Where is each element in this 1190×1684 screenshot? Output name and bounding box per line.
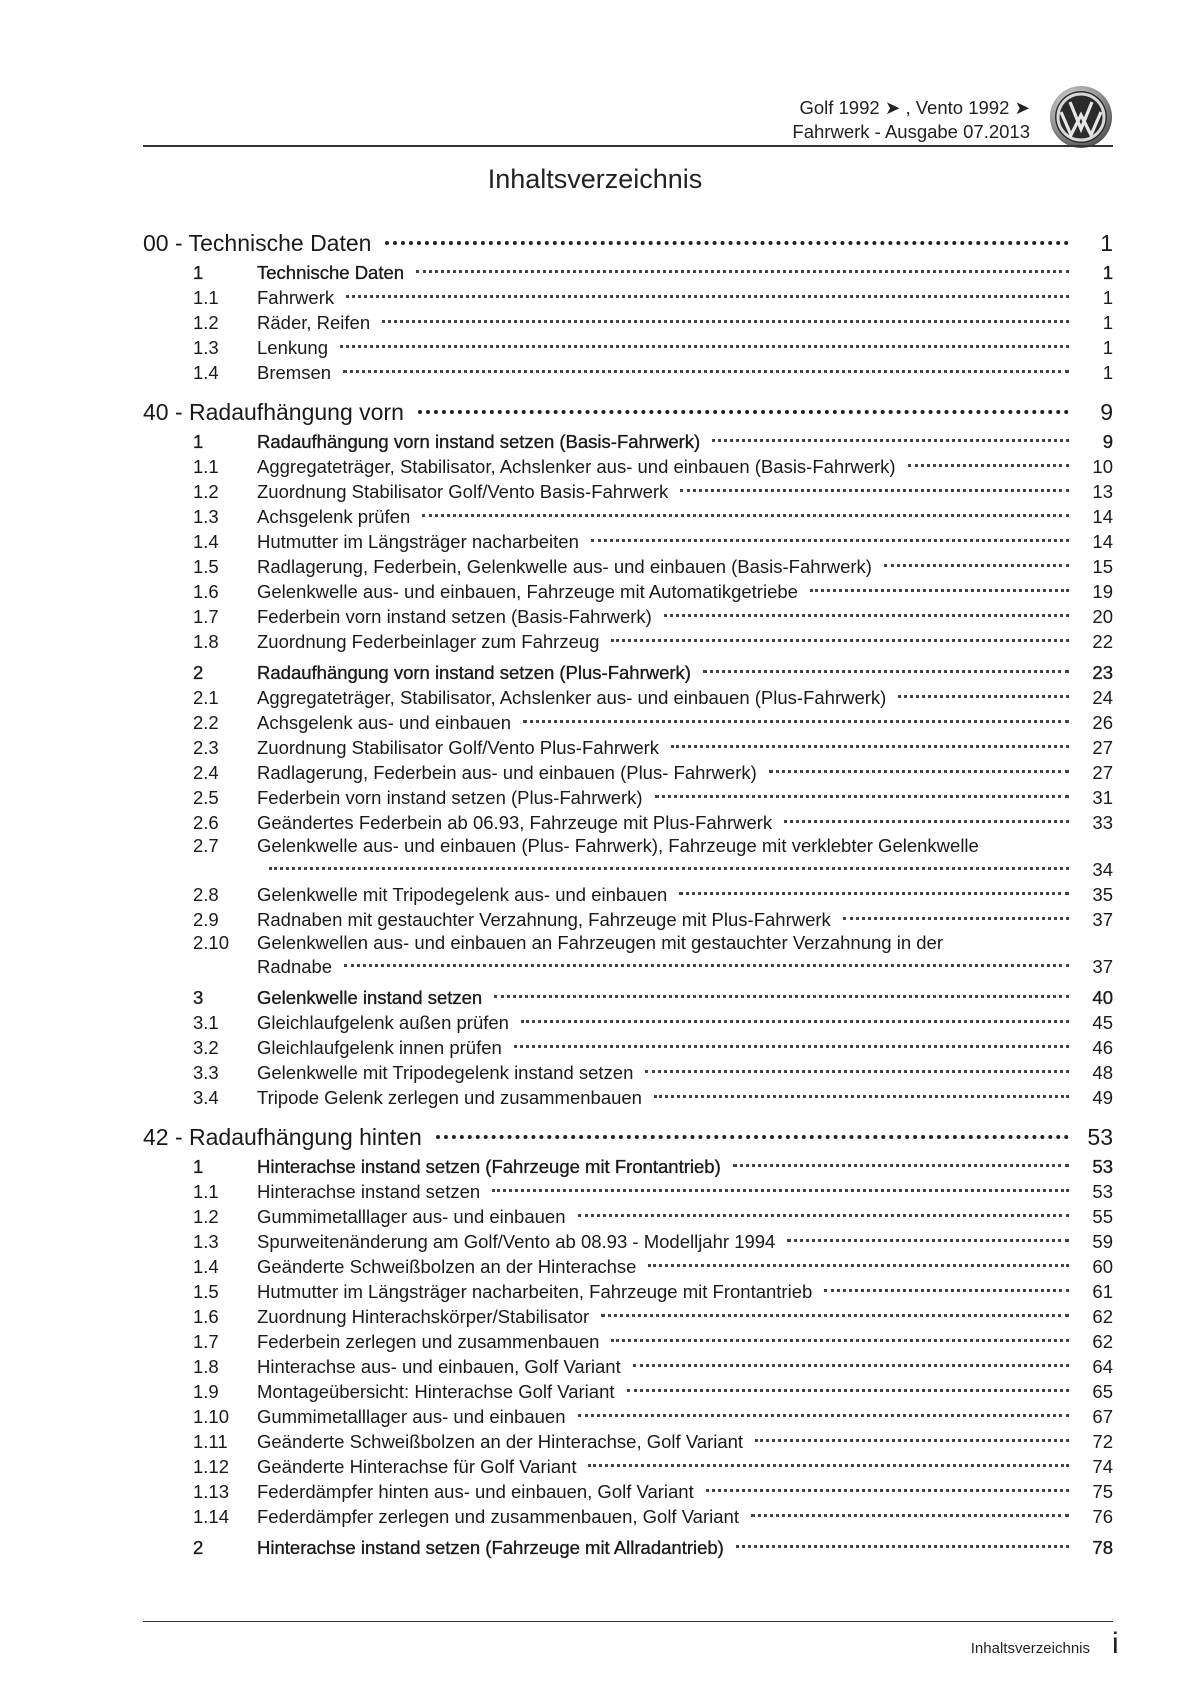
leader-dots bbox=[523, 720, 1069, 723]
entry-title: Gelenkwelle mit Tripodegelenk aus- und einbauen bbox=[257, 884, 668, 905]
leader-dots bbox=[611, 1339, 1069, 1342]
footer-label: Inhaltsverzeichnis bbox=[970, 1640, 1090, 1657]
leader-dots bbox=[588, 1464, 1069, 1467]
toc-entry[interactable] bbox=[143, 1504, 1113, 1529]
leader-dots bbox=[494, 995, 1069, 998]
entry-title: Zuordnung Stabilisator Golf/Vento Plus-Fahrwerk bbox=[257, 737, 660, 758]
leader-dots bbox=[843, 917, 1069, 920]
entry-page: 15 bbox=[1092, 556, 1113, 577]
leader-dots bbox=[611, 639, 1069, 642]
entry-title: Achsgelenk aus- und einbauen bbox=[257, 712, 512, 733]
toc-entry[interactable] bbox=[143, 335, 1113, 360]
leader-dots bbox=[418, 410, 1069, 414]
entry-page: 27 bbox=[1092, 737, 1113, 758]
leader-dots bbox=[492, 1189, 1069, 1192]
entry-page: 55 bbox=[1092, 1206, 1113, 1227]
entry-number: 2.9 bbox=[193, 909, 219, 930]
leader-dots bbox=[671, 745, 1069, 748]
entry-page: 78 bbox=[1092, 1537, 1113, 1558]
leader-dots bbox=[703, 670, 1069, 673]
toc-entry[interactable] bbox=[143, 1329, 1113, 1354]
entry-title: Hutmutter im Längsträger nacharbeiten bbox=[257, 531, 579, 552]
toc-entry[interactable] bbox=[143, 1179, 1113, 1204]
entry-number: 1.14 bbox=[193, 1506, 230, 1527]
toc-entry[interactable] bbox=[143, 1229, 1113, 1254]
entry-title-continued: Radnabe bbox=[257, 956, 333, 977]
entry-page: 1 bbox=[1102, 312, 1113, 333]
entry-number: 2.8 bbox=[193, 884, 219, 905]
toc-entry[interactable] bbox=[143, 932, 1113, 979]
header-text bbox=[792, 96, 1030, 144]
entry-number: 1.6 bbox=[193, 581, 219, 602]
entry-title: Federdämpfer hinten aus- und einbauen, Golf Variant bbox=[257, 1481, 694, 1502]
chapter-title: 42 - Radaufhängung hinten bbox=[143, 1124, 422, 1150]
entry-page: 40 bbox=[1092, 987, 1113, 1008]
entry-number: 3.2 bbox=[193, 1037, 219, 1058]
leader-dots bbox=[824, 1289, 1069, 1292]
entry-title: Gelenkwelle aus- und einbauen (Plus- Fahrwerk), Fahrzeuge mit verklebter Gelenkwelle bbox=[257, 835, 979, 856]
entry-number: 2.10 bbox=[193, 932, 230, 953]
toc-entry[interactable] bbox=[143, 907, 1113, 932]
chapter-title: 00 - Technische Daten bbox=[143, 230, 372, 256]
entry-number: 1.1 bbox=[193, 456, 219, 477]
toc-chapter[interactable] bbox=[143, 1124, 1113, 1154]
entry-page: 61 bbox=[1092, 1281, 1113, 1302]
entry-number: 1.3 bbox=[193, 506, 219, 527]
entry-page: 14 bbox=[1092, 531, 1113, 552]
entry-page: 76 bbox=[1092, 1506, 1113, 1527]
toc-entry[interactable] bbox=[143, 1379, 1113, 1404]
toc-entry[interactable] bbox=[143, 360, 1113, 385]
entry-page: 26 bbox=[1092, 712, 1113, 733]
toc-entry[interactable] bbox=[143, 882, 1113, 907]
entry-title: Gummimetalllager aus- und einbauen bbox=[257, 1206, 566, 1227]
entry-number: 1.3 bbox=[193, 337, 219, 358]
entry-number: 1.12 bbox=[193, 1456, 230, 1477]
entry-number: 1.2 bbox=[193, 481, 219, 502]
toc-entry[interactable] bbox=[143, 1304, 1113, 1329]
toc-entry[interactable] bbox=[143, 554, 1113, 579]
entry-page: 62 bbox=[1092, 1331, 1113, 1352]
toc-section[interactable] bbox=[143, 1535, 1113, 1560]
entry-title: Gelenkwellen aus- und einbauen an Fahrzeugen mit gestauchter Verzahnung in der bbox=[257, 932, 943, 953]
leader-dots bbox=[787, 1239, 1069, 1242]
table-of-contents bbox=[143, 230, 1113, 1560]
entry-page: 9 bbox=[1102, 431, 1113, 452]
toc-entry[interactable] bbox=[143, 1010, 1113, 1035]
entry-title: Hinterachse instand setzen (Fahrzeuge mit Frontantrieb) bbox=[257, 1156, 721, 1177]
entry-number: 2.4 bbox=[193, 762, 219, 783]
leader-dots bbox=[343, 370, 1069, 373]
entry-title: Hinterachse instand setzen (Fahrzeuge mit Allradantrieb) bbox=[257, 1537, 724, 1558]
toc-chapter[interactable] bbox=[143, 399, 1113, 429]
entry-page: 48 bbox=[1092, 1062, 1113, 1083]
entry-page: 59 bbox=[1092, 1231, 1113, 1252]
toc-entry[interactable] bbox=[143, 604, 1113, 629]
entry-title: Zuordnung Stabilisator Golf/Vento Basis-Fahrwerk bbox=[257, 481, 669, 502]
entry-number: 1.2 bbox=[193, 1206, 219, 1227]
entry-number: 1.4 bbox=[193, 1256, 219, 1277]
chapter-title: 40 - Radaufhängung vorn bbox=[143, 399, 404, 425]
entry-page: 46 bbox=[1092, 1037, 1113, 1058]
toc-section[interactable] bbox=[143, 260, 1113, 285]
toc-entry[interactable] bbox=[143, 760, 1113, 785]
toc-entry[interactable] bbox=[143, 1204, 1113, 1229]
entry-page: 49 bbox=[1092, 1087, 1113, 1108]
footer-page-number: i bbox=[1112, 1627, 1119, 1660]
toc-entry[interactable] bbox=[143, 504, 1113, 529]
entry-number: 1.3 bbox=[193, 1231, 219, 1252]
entry-page: 72 bbox=[1092, 1431, 1113, 1452]
toc-entry[interactable] bbox=[143, 1429, 1113, 1454]
entry-number: 1.13 bbox=[193, 1481, 230, 1502]
entry-title: Geändertes Federbein ab 06.93, Fahrzeuge mit Plus-Fahrwerk bbox=[257, 812, 773, 833]
entry-page: 53 bbox=[1092, 1181, 1113, 1202]
toc-entry[interactable] bbox=[143, 710, 1113, 735]
toc-entry[interactable] bbox=[143, 1404, 1113, 1429]
toc-entry[interactable] bbox=[143, 454, 1113, 479]
leader-dots bbox=[385, 241, 1069, 245]
entry-page: 10 bbox=[1092, 456, 1113, 477]
entry-title: Montageübersicht: Hinterachse Golf Variant bbox=[257, 1381, 615, 1402]
header-model-line: Golf 1992 ➤ , Vento 1992 ➤ bbox=[799, 97, 1030, 118]
entry-number: 2.3 bbox=[193, 737, 219, 758]
entry-page: 62 bbox=[1092, 1306, 1113, 1327]
leader-dots bbox=[664, 614, 1069, 617]
entry-title: Hinterachse instand setzen bbox=[257, 1181, 481, 1202]
toc-entry[interactable] bbox=[143, 1279, 1113, 1304]
chapter-page: 9 bbox=[1100, 399, 1113, 425]
entry-number: 3.3 bbox=[193, 1062, 219, 1083]
leader-dots bbox=[346, 295, 1069, 298]
leader-dots bbox=[884, 564, 1069, 567]
toc-entry[interactable] bbox=[143, 1254, 1113, 1279]
entry-number: 3.1 bbox=[193, 1012, 219, 1033]
leader-dots bbox=[269, 867, 1069, 870]
entry-page: 64 bbox=[1092, 1356, 1113, 1377]
entry-number: 1.6 bbox=[193, 1306, 219, 1327]
toc-entry[interactable] bbox=[143, 479, 1113, 504]
entry-title: Gleichlaufgelenk innen prüfen bbox=[257, 1037, 502, 1058]
entry-number: 1.5 bbox=[193, 556, 219, 577]
entry-page: 37 bbox=[1092, 909, 1113, 930]
entry-number: 2.2 bbox=[193, 712, 219, 733]
leader-dots bbox=[601, 1314, 1069, 1317]
leader-dots bbox=[654, 1095, 1069, 1098]
toc-section[interactable] bbox=[143, 1154, 1113, 1179]
entry-number: 1 bbox=[193, 431, 204, 452]
entry-page: 1 bbox=[1102, 287, 1113, 308]
entry-number: 2 bbox=[193, 662, 204, 683]
entry-title: Bremsen bbox=[257, 362, 332, 383]
entry-title: Gelenkwelle mit Tripodegelenk instand setzen bbox=[257, 1062, 634, 1083]
chapter-page: 53 bbox=[1087, 1124, 1113, 1150]
leader-dots bbox=[578, 1414, 1069, 1417]
entry-page: 67 bbox=[1092, 1406, 1113, 1427]
leader-dots bbox=[755, 1439, 1069, 1442]
leader-dots bbox=[645, 1070, 1069, 1073]
entry-page: 13 bbox=[1092, 481, 1113, 502]
entry-title: Spurweitenänderung am Golf/Vento ab 08.93 - Modelljahr 1994 bbox=[257, 1231, 776, 1252]
leader-dots bbox=[898, 695, 1069, 698]
toc-entry[interactable] bbox=[143, 629, 1113, 654]
page-header bbox=[0, 0, 1190, 150]
toc-section[interactable] bbox=[143, 660, 1113, 685]
leader-dots bbox=[382, 320, 1069, 323]
entry-page: 19 bbox=[1092, 581, 1113, 602]
entry-title: Achsgelenk prüfen bbox=[257, 506, 411, 527]
entry-page: 22 bbox=[1092, 631, 1113, 652]
leader-dots bbox=[733, 1164, 1069, 1167]
leader-dots bbox=[422, 514, 1069, 517]
entry-page: 60 bbox=[1092, 1256, 1113, 1277]
leader-dots bbox=[436, 1135, 1069, 1139]
entry-page: 23 bbox=[1092, 662, 1113, 683]
toc-section[interactable] bbox=[143, 985, 1113, 1010]
entry-title: Geänderte Schweißbolzen an der Hinterachse bbox=[257, 1256, 637, 1277]
entry-number: 3 bbox=[193, 987, 204, 1008]
vw-logo-icon bbox=[1049, 85, 1113, 149]
entry-page: 74 bbox=[1092, 1456, 1113, 1477]
entry-page: 35 bbox=[1092, 884, 1113, 905]
toc-entry[interactable] bbox=[143, 685, 1113, 710]
toc-entry[interactable] bbox=[143, 1454, 1113, 1479]
entry-page: 20 bbox=[1092, 606, 1113, 627]
leader-dots bbox=[736, 1545, 1069, 1548]
entry-number: 1.4 bbox=[193, 362, 219, 383]
chapter-page: 1 bbox=[1100, 230, 1113, 256]
page-title: Inhaltsverzeichnis bbox=[487, 164, 703, 194]
entry-number: 1.2 bbox=[193, 312, 219, 333]
entry-title: Technische Daten bbox=[257, 262, 405, 283]
entry-title: Tripode Gelenk zerlegen und zusammenbauen bbox=[257, 1087, 642, 1108]
entry-page: 24 bbox=[1092, 687, 1113, 708]
leader-dots bbox=[784, 820, 1069, 823]
entry-page: 14 bbox=[1092, 506, 1113, 527]
entry-number: 1.8 bbox=[193, 1356, 219, 1377]
toc-entry[interactable] bbox=[143, 1085, 1113, 1110]
toc-chapter[interactable] bbox=[143, 230, 1113, 260]
entry-number: 1.4 bbox=[193, 531, 219, 552]
leader-dots bbox=[591, 539, 1069, 542]
entry-number: 2.6 bbox=[193, 812, 219, 833]
entry-title: Geänderte Schweißbolzen an der Hinterachse, Golf Variant bbox=[257, 1431, 744, 1452]
entry-number: 3.4 bbox=[193, 1087, 219, 1108]
entry-number: 1 bbox=[193, 1156, 204, 1177]
toc-entry[interactable] bbox=[143, 1354, 1113, 1379]
entry-page: 75 bbox=[1092, 1481, 1113, 1502]
leader-dots bbox=[679, 892, 1069, 895]
entry-title: Federbein vorn instand setzen (Basis-Fahrwerk) bbox=[257, 606, 652, 627]
leader-dots bbox=[521, 1020, 1069, 1023]
entry-number: 2.5 bbox=[193, 787, 219, 808]
toc-entry[interactable] bbox=[143, 810, 1113, 835]
entry-page: 33 bbox=[1092, 812, 1113, 833]
entry-number: 1.7 bbox=[193, 1331, 219, 1352]
entry-title: Radlagerung, Federbein, Gelenkwelle aus- und einbauen (Basis-Fahrwerk) bbox=[257, 556, 872, 577]
entry-title: Hutmutter im Längsträger nacharbeiten, Fahrzeuge mit Frontantrieb bbox=[257, 1281, 813, 1302]
entry-page: 34 bbox=[1092, 859, 1113, 880]
leader-dots bbox=[514, 1045, 1069, 1048]
toc-entry[interactable] bbox=[143, 1060, 1113, 1085]
entry-title: Radaufhängung vorn instand setzen (Basis-Fahrwerk) bbox=[257, 431, 701, 452]
leader-dots bbox=[769, 770, 1069, 773]
leader-dots bbox=[340, 345, 1069, 348]
leader-dots bbox=[633, 1364, 1069, 1367]
leader-dots bbox=[810, 589, 1069, 592]
toc-entry[interactable] bbox=[143, 310, 1113, 335]
entry-title: Radaufhängung vorn instand setzen (Plus-Fahrwerk) bbox=[257, 662, 691, 683]
leader-dots bbox=[706, 1489, 1069, 1492]
entry-title: Lenkung bbox=[257, 337, 328, 358]
leader-dots bbox=[648, 1264, 1069, 1267]
header-divider bbox=[143, 145, 1113, 147]
entry-number: 1 bbox=[193, 262, 204, 283]
entry-page: 1 bbox=[1102, 362, 1113, 383]
entry-page: 53 bbox=[1092, 1156, 1113, 1177]
leader-dots bbox=[908, 464, 1069, 467]
entry-title: Räder, Reifen bbox=[257, 312, 371, 333]
entry-page: 27 bbox=[1092, 762, 1113, 783]
leader-dots bbox=[712, 439, 1069, 442]
toc-entry[interactable] bbox=[143, 785, 1113, 810]
entry-title: Federdämpfer zerlegen und zusammenbauen, Golf Variant bbox=[257, 1506, 739, 1527]
entry-page: 1 bbox=[1102, 337, 1113, 358]
toc-entry[interactable] bbox=[143, 735, 1113, 760]
leader-dots bbox=[680, 489, 1069, 492]
leader-dots bbox=[655, 795, 1069, 798]
toc-section[interactable] bbox=[143, 429, 1113, 454]
entry-page: 65 bbox=[1092, 1381, 1113, 1402]
entry-number: 2 bbox=[193, 1537, 204, 1558]
entry-title: Fahrwerk bbox=[257, 287, 335, 308]
entry-title: Hinterachse aus- und einbauen, Golf Variant bbox=[257, 1356, 621, 1377]
leader-dots bbox=[751, 1514, 1069, 1517]
entry-number: 1.9 bbox=[193, 1381, 219, 1402]
entry-page: 1 bbox=[1102, 262, 1113, 283]
toc-entry[interactable] bbox=[143, 529, 1113, 554]
entry-page: 45 bbox=[1092, 1012, 1113, 1033]
leader-dots bbox=[344, 964, 1069, 967]
leader-dots bbox=[578, 1214, 1069, 1217]
entry-number: 1.5 bbox=[193, 1281, 219, 1302]
leader-dots bbox=[416, 270, 1069, 273]
toc-entry[interactable] bbox=[143, 579, 1113, 604]
entry-title: Radnaben mit gestauchter Verzahnung, Fahrzeuge mit Plus-Fahrwerk bbox=[257, 909, 831, 930]
entry-number: 2.7 bbox=[193, 835, 219, 856]
toc-entry[interactable] bbox=[143, 1035, 1113, 1060]
toc-entry[interactable] bbox=[143, 835, 1113, 882]
entry-page: 31 bbox=[1092, 787, 1113, 808]
entry-title: Aggregateträger, Stabilisator, Achslenker aus- und einbauen (Basis-Fahrwerk) bbox=[257, 456, 896, 477]
header-edition-line: Fahrwerk - Ausgabe 07.2013 bbox=[792, 121, 1030, 142]
entry-number: 1.8 bbox=[193, 631, 219, 652]
entry-number: 1.11 bbox=[193, 1431, 228, 1452]
toc-entry[interactable] bbox=[143, 1479, 1113, 1504]
entry-title: Aggregateträger, Stabilisator, Achslenker aus- und einbauen (Plus-Fahrwerk) bbox=[257, 687, 887, 708]
entry-number: 2.1 bbox=[193, 687, 219, 708]
entry-number: 1.1 bbox=[193, 1181, 219, 1202]
toc-entry[interactable] bbox=[143, 285, 1113, 310]
entry-title: Zuordnung Hinterachskörper/Stabilisator bbox=[257, 1306, 590, 1327]
footer-divider bbox=[143, 1621, 1113, 1622]
entry-title: Gummimetalllager aus- und einbauen bbox=[257, 1406, 566, 1427]
entry-title: Gleichlaufgelenk außen prüfen bbox=[257, 1012, 509, 1033]
entry-title: Radlagerung, Federbein aus- und einbauen (Plus- Fahrwerk) bbox=[257, 762, 757, 783]
entry-number: 1.1 bbox=[193, 287, 219, 308]
entry-title: Federbein vorn instand setzen (Plus-Fahrwerk) bbox=[257, 787, 643, 808]
entry-title: Zuordnung Federbeinlager zum Fahrzeug bbox=[257, 631, 600, 652]
entry-number: 1.7 bbox=[193, 606, 219, 627]
entry-number: 1.10 bbox=[193, 1406, 230, 1427]
leader-dots bbox=[627, 1389, 1069, 1392]
entry-title: Federbein zerlegen und zusammenbauen bbox=[257, 1331, 600, 1352]
entry-title: Gelenkwelle instand setzen bbox=[257, 987, 483, 1008]
entry-title: Geänderte Hinterachse für Golf Variant bbox=[257, 1456, 577, 1477]
entry-title: Gelenkwelle aus- und einbauen, Fahrzeuge mit Automatikgetriebe bbox=[257, 581, 798, 602]
entry-page: 37 bbox=[1092, 956, 1113, 977]
